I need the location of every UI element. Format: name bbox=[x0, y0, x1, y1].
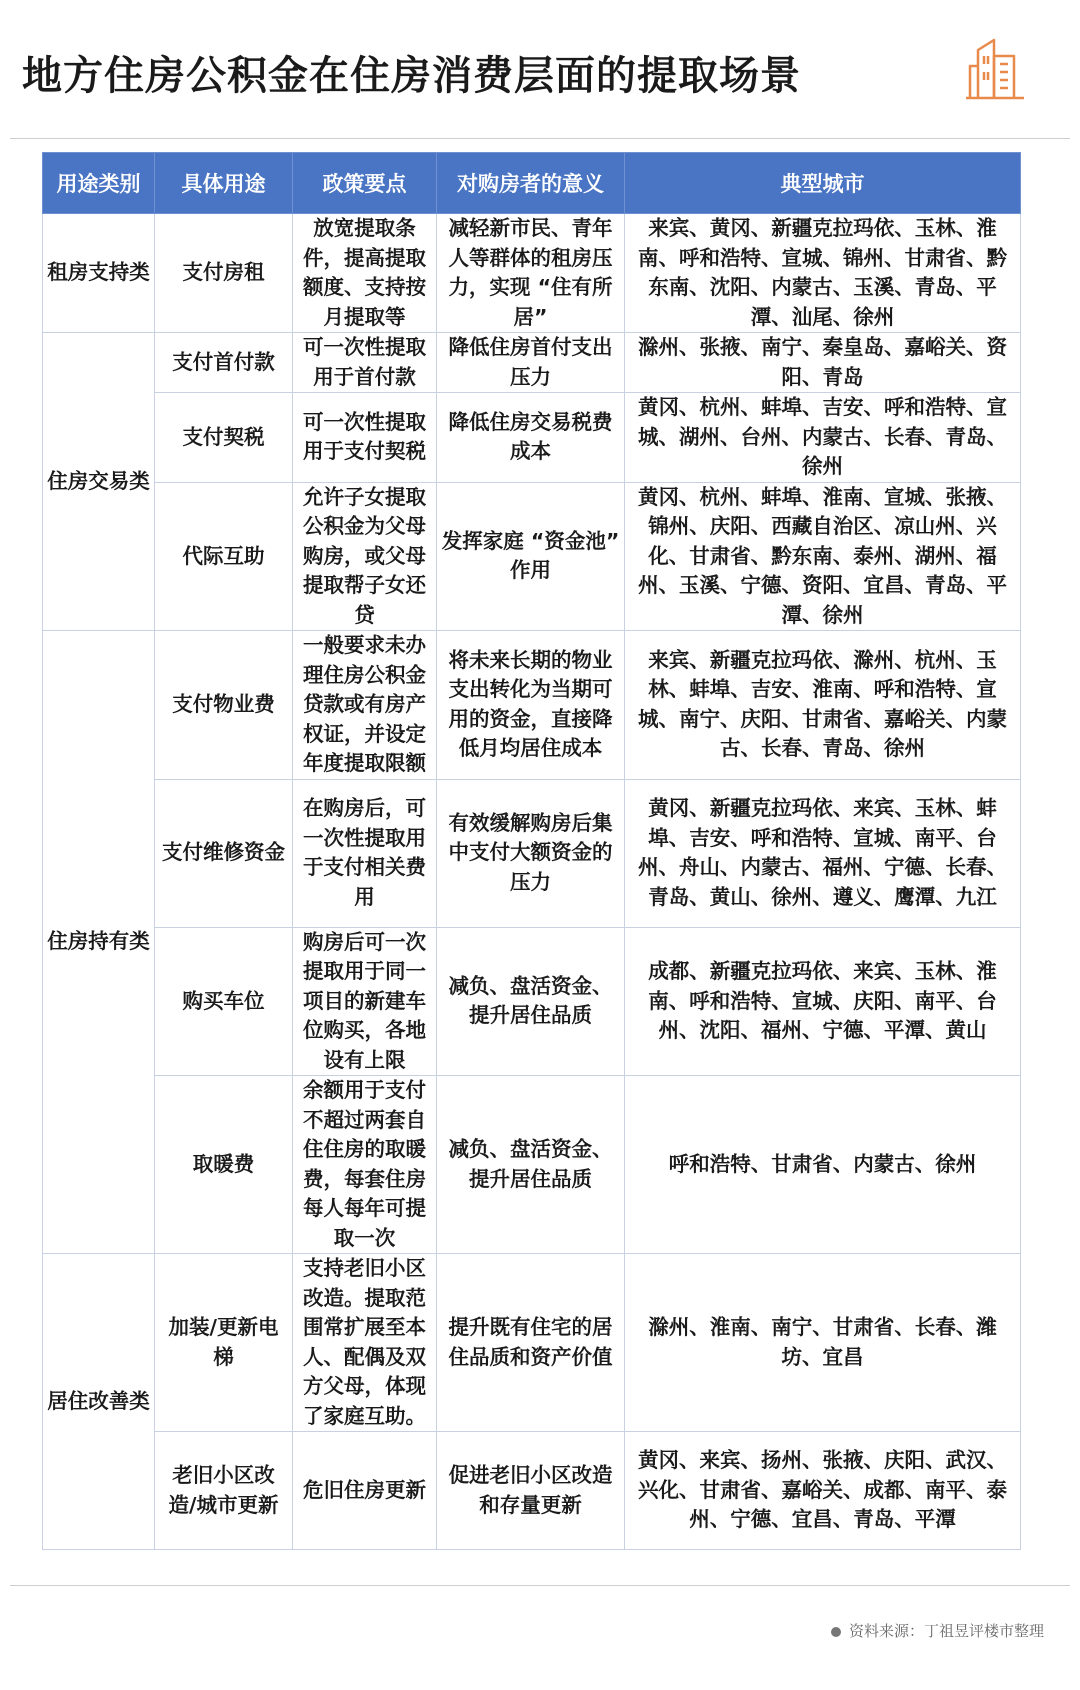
bottom-divider bbox=[10, 1585, 1070, 1586]
header-meaning: 对购房者的意义 bbox=[437, 153, 625, 214]
cities-cell: 黄冈、新疆克拉玛依、来宾、玉林、蚌埠、吉安、呼和浩特、宣城、南平、台州、舟山、内蒙古、福州、宁德、长春、青岛、黄山、徐州、遵义、鹰潭、九江 bbox=[625, 779, 1021, 927]
cities-cell: 呼和浩特、甘肃省、内蒙古、徐州 bbox=[625, 1076, 1021, 1254]
category-cell: 住房持有类 bbox=[43, 631, 155, 1254]
building-icon bbox=[964, 36, 1026, 102]
usage-cell: 老旧小区改造/城市更新 bbox=[155, 1432, 293, 1550]
meaning-cell: 有效缓解购房后集中支付大额资金的压力 bbox=[437, 779, 625, 927]
table-row bbox=[43, 631, 1021, 780]
table-row bbox=[43, 1432, 1021, 1550]
policy-cell: 放宽提取条件，提高提取额度、支持按月提取等 bbox=[293, 214, 437, 333]
policy-cell: 支持老旧小区改造。提取范围常扩展至本人、配偶及双方父母，体现了家庭互助。 bbox=[293, 1254, 437, 1432]
policy-cell: 危旧住房更新 bbox=[293, 1432, 437, 1550]
table-row bbox=[43, 779, 1021, 927]
top-divider bbox=[10, 138, 1070, 139]
header-usage: 具体用途 bbox=[155, 153, 293, 214]
policy-cell: 余额用于支付不超过两套自住住房的取暖费，每套住房每人每年可提取一次 bbox=[293, 1076, 437, 1254]
meaning-cell: 促进老旧小区改造和存量更新 bbox=[437, 1432, 625, 1550]
cities-cell: 来宾、黄冈、新疆克拉玛依、玉林、淮南、呼和浩特、宣城、锦州、甘肃省、黔东南、沈阳、内蒙古、玉溪、青岛、平潭、汕尾、徐州 bbox=[625, 214, 1021, 333]
category-cell: 租房支持类 bbox=[43, 214, 155, 333]
header-policy: 政策要点 bbox=[293, 153, 437, 214]
source-text: 资料来源：丁祖昱评楼市整理 bbox=[848, 1622, 1044, 1640]
table-header-row bbox=[43, 153, 1021, 214]
meaning-cell: 减轻新市民、青年人等群体的租房压力，实现 “住有所居” bbox=[437, 214, 625, 333]
table-row bbox=[43, 1076, 1021, 1254]
policy-cell: 允许子女提取公积金为父母购房，或父母提取帮子女还贷 bbox=[293, 482, 437, 631]
usage-cell: 支付首付款 bbox=[155, 333, 293, 393]
usage-cell: 支付维修资金 bbox=[155, 779, 293, 927]
cities-cell: 滁州、淮南、南宁、甘肃省、长春、潍坊、宜昌 bbox=[625, 1254, 1021, 1432]
table-row bbox=[43, 482, 1021, 631]
bullet-icon bbox=[831, 1627, 841, 1637]
usage-cell: 支付房租 bbox=[155, 214, 293, 333]
meaning-cell: 发挥家庭 “资金池” 作用 bbox=[437, 482, 625, 631]
policy-cell: 一般要求未办理住房公积金贷款或有房产权证，并设定年度提取限额 bbox=[293, 631, 437, 780]
source-note bbox=[831, 1620, 1044, 1641]
page-title: 地方住房公积金在住房消费层面的提取场景 bbox=[22, 53, 801, 99]
cities-cell: 黄冈、杭州、蚌埠、淮南、宣城、张掖、锦州、庆阳、西藏自治区、凉山州、兴化、甘肃省、黔东南、泰州、湖州、福州、玉溪、宁德、资阳、宜昌、青岛、平潭、徐州 bbox=[625, 482, 1021, 631]
category-cell: 居住改善类 bbox=[43, 1254, 155, 1550]
policy-cell: 可一次性提取用于支付契税 bbox=[293, 393, 437, 483]
meaning-cell: 降低住房首付支出压力 bbox=[437, 333, 625, 393]
meaning-cell: 减负、盘活资金、提升居住品质 bbox=[437, 927, 625, 1076]
usage-cell: 取暖费 bbox=[155, 1076, 293, 1254]
cities-cell: 黄冈、杭州、蚌埠、吉安、呼和浩特、宣城、湖州、台州、内蒙古、长春、青岛、徐州 bbox=[625, 393, 1021, 483]
cities-cell: 成都、新疆克拉玛依、来宾、玉林、淮南、呼和浩特、宣城、庆阳、南平、台州、沈阳、福州、宁德、平潭、黄山 bbox=[625, 927, 1021, 1076]
usage-cell: 代际互助 bbox=[155, 482, 293, 631]
policy-cell: 可一次性提取用于首付款 bbox=[293, 333, 437, 393]
table-row bbox=[43, 927, 1021, 1076]
usage-cell: 加装/更新电梯 bbox=[155, 1254, 293, 1432]
cities-cell: 黄冈、来宾、扬州、张掖、庆阳、武汉、兴化、甘肃省、嘉峪关、成都、南平、泰州、宁德、宜昌、青岛、平潭 bbox=[625, 1432, 1021, 1550]
meaning-cell: 减负、盘活资金、提升居住品质 bbox=[437, 1076, 625, 1254]
usage-cell: 支付契税 bbox=[155, 393, 293, 483]
meaning-cell: 提升既有住宅的居住品质和资产价值 bbox=[437, 1254, 625, 1432]
table-row bbox=[43, 333, 1021, 393]
cities-cell: 来宾、新疆克拉玛依、滁州、杭州、玉林、蚌埠、吉安、淮南、呼和浩特、宣城、南宁、庆阳、甘肃省、嘉峪关、内蒙古、长春、青岛、徐州 bbox=[625, 631, 1021, 780]
table-row bbox=[43, 214, 1021, 333]
withdrawal-scenarios-table bbox=[42, 152, 1021, 1550]
header-cities: 典型城市 bbox=[625, 153, 1021, 214]
header-category: 用途类别 bbox=[43, 153, 155, 214]
meaning-cell: 降低住房交易税费成本 bbox=[437, 393, 625, 483]
usage-cell: 支付物业费 bbox=[155, 631, 293, 780]
policy-cell: 购房后可一次提取用于同一项目的新建车位购买，各地设有上限 bbox=[293, 927, 437, 1076]
table-row bbox=[43, 393, 1021, 483]
table-row bbox=[43, 1254, 1021, 1432]
cities-cell: 滁州、张掖、南宁、秦皇岛、嘉峪关、资阳、青岛 bbox=[625, 333, 1021, 393]
category-cell: 住房交易类 bbox=[43, 333, 155, 631]
usage-cell: 购买车位 bbox=[155, 927, 293, 1076]
policy-cell: 在购房后，可一次性提取用于支付相关费用 bbox=[293, 779, 437, 927]
meaning-cell: 将未来长期的物业支出转化为当期可用的资金，直接降低月均居住成本 bbox=[437, 631, 625, 780]
